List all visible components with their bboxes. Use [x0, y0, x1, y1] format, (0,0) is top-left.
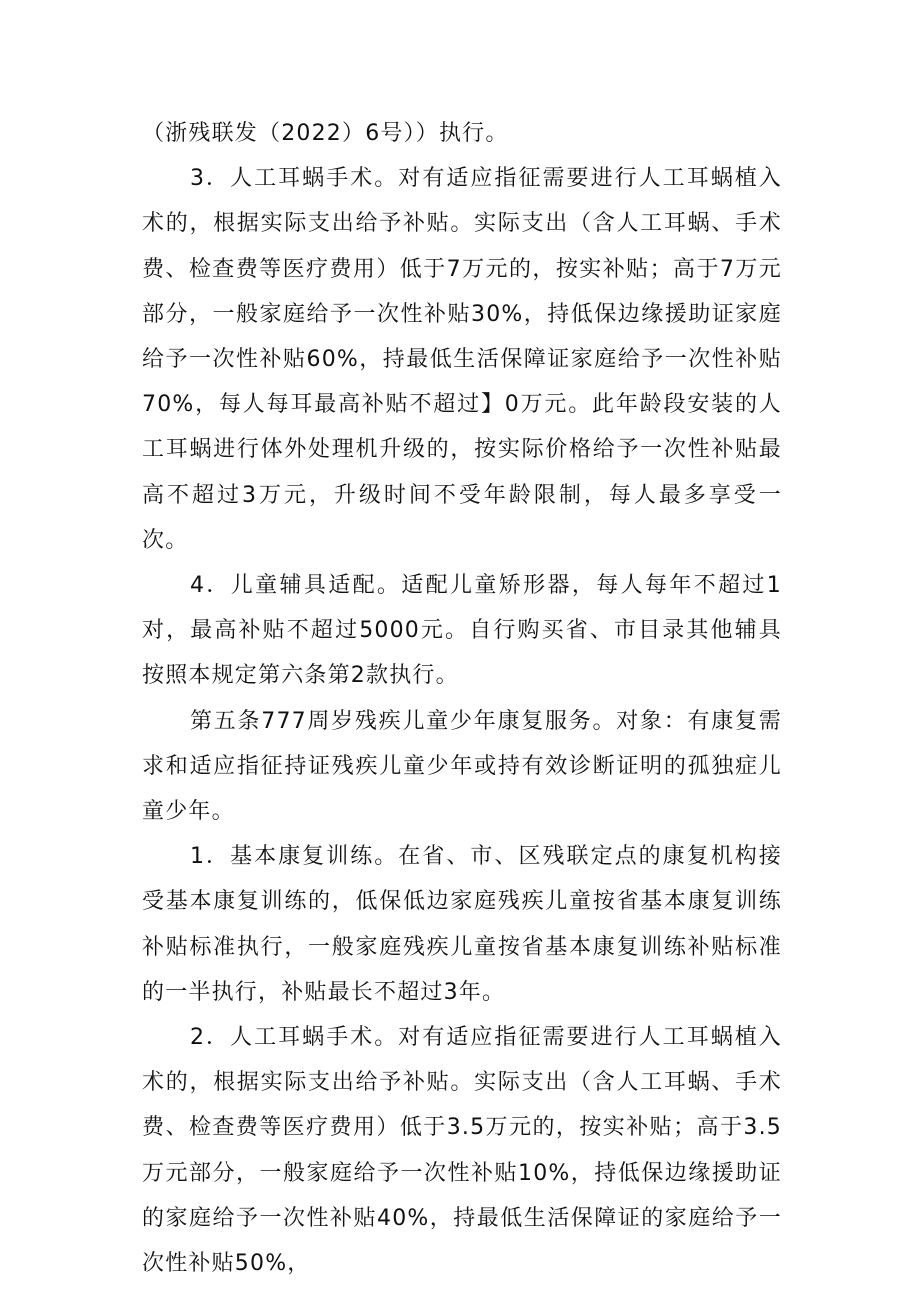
paragraph-continuation: （浙残联发（2022）6号））执行。 — [142, 121, 509, 146]
paragraph-cochlear-implant-surgery-2: 2．人工耳蜗手术。对有适应指征需要进行人工耳蜗植入术的，根据实际支出给予补贴。实际支出（含人工耳蜗、手术费、检查费等医疗费用）低于3.5万元的，按实补贴；高于3.5万元部分，一般家庭给予一次性补贴10%，持低保边缘援助证的家庭给予一次性补贴40%，持最低生活保障证的家庭给予一次性补贴50%， — [142, 1025, 782, 1277]
paragraph-basic-rehab-training: 1．基本康复训练。在省、市、区残联定点的康复机构接受基本康复训练的，低保低边家庭残疾儿童按省基本康复训练补贴标准执行，一般家庭残疾儿童按省基本康复训练补贴标准的一半执行，补贴最长不超过3年。 — [142, 844, 782, 1005]
paragraph-article-five: 第五条777周岁残疾儿童少年康复服务。对象：有康复需求和适应指征持证残疾儿童少年或持有效诊断证明的孤独症儿童少年。 — [142, 708, 782, 825]
document-body — [142, 111, 782, 1286]
paragraph-assistive-devices: 4．儿童辅具适配。适配儿童矫形器，每人每年不超过1对，最高补贴不超过5000元。自行购买省、市目录其他辅具按照本规定第六条第2款执行。 — [142, 573, 782, 689]
paragraph-cochlear-implant-surgery: 3．人工耳蜗手术。对有适应指征需要进行人工耳蜗植入术的，根据实际支出给予补贴。实际支出（含人工耳蜗、手术费、检查费等医疗费用）低于7万元的，按实补贴；高于7万元部分，一般家庭给予一次性补贴30%，持低保边缘援助证家庭给予一次性补贴60%，持最低生活保障证家庭给予一次性补贴70%，每人每耳最高补贴不超过】0万元。此年龄段安装的人工耳蜗进行体外处理机升级的，按实际价格给予一次性补贴最高不超过3万元，升级时间不受年龄限制，每人最多享受一次。 — [142, 166, 782, 553]
